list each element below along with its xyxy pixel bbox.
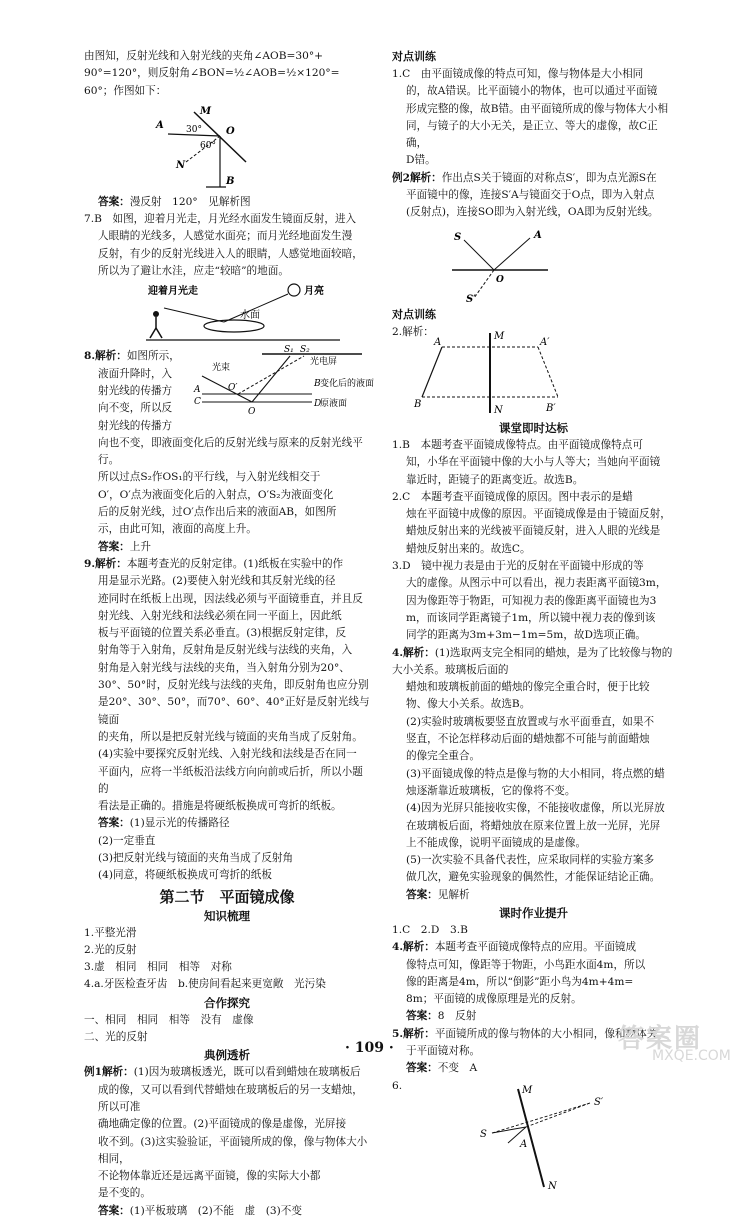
t1-line: 1.C 由平面镜成像的特点可知，像与物体是大小相同 [392, 68, 644, 80]
class-line: 因为像距等于物距，可知视力表的像距离平面镜也为3 [406, 594, 657, 607]
answer-label: 答案： [98, 540, 130, 553]
fig3-o: O [248, 407, 256, 418]
q9-line: 的夹角，所以是把反射光线与镜面的夹角当成了反射角。 [98, 730, 363, 743]
answer-label: 答案： [406, 888, 438, 901]
fig3-o1: O′ [228, 383, 238, 394]
q4-line: 蜡烛和玻璃板前面的蜡烛的像完全重合时，便于比较 [406, 681, 650, 694]
hw4-line: 像特点可知，像距等于物距，小鸟距水面4m，所以 [406, 958, 646, 971]
training-title: 对点训练 [392, 50, 436, 63]
hw-line: 1.C 2.D 3.B [392, 923, 468, 936]
q4-line: (4)因为光屏只能接收实像，不能接收虚像，所以光屏放 [406, 802, 665, 815]
fig3-s1: S₁ [284, 345, 294, 356]
watermark-text: 答案圈 [618, 1024, 703, 1054]
ex2-line: 平面镜中的像，连接S′A与镜面交于O点，即为入射点 [406, 189, 655, 202]
q8-line: 示，由此可知，液面的高度上升。 [98, 523, 257, 536]
left-column [84, 0, 375, 1220]
coop-line: 二、光的反射 [84, 1031, 148, 1044]
fig4-s: S [454, 231, 462, 243]
ex1-line: 是不变的。 [98, 1187, 151, 1200]
q4-line: (5)一次实验不具备代表性，应采取同样的实验方案多 [406, 854, 655, 867]
hw6-label: 6. [392, 1079, 403, 1092]
q4-line: (3)平面镜成像的特点是像与物的大小相同，将点燃的蜡 [406, 767, 665, 780]
example-title: 典例透析 [204, 1048, 250, 1063]
q9-line: 30°、50°时，反射光线与法线的夹角，即反射角也应分别 [98, 679, 369, 692]
class-line: 3.D 镜中视力表是由于光的反射在平面镜中形成的等 [392, 560, 644, 573]
answer-text: (4)同意，将硬纸板换成可弯折的纸板 [98, 869, 272, 882]
fig1-label-a: A [156, 119, 164, 131]
fig1-label-b: B [226, 175, 235, 187]
fig6-a: A [520, 1138, 528, 1150]
answer-text: (2)一定垂直 [98, 834, 156, 847]
mirror-figure-hw6 [478, 1083, 618, 1193]
q9-line: 射光线、入射光线和法线必须在同一平面上，因此纸 [98, 609, 342, 622]
ex2-line: (反射点)，连接SO即为入射光线，OA即为反射光线。 [406, 206, 659, 219]
fig3-d: D [314, 399, 322, 410]
q4-line: 的像完全重合。 [406, 750, 481, 763]
section-title: 第二节 平面镜成像 [159, 887, 295, 906]
fig5-m: M [494, 330, 505, 342]
fig3-c: C [194, 397, 201, 408]
answer-label: 答案： [98, 195, 130, 208]
hw5-line: 于平面镜对称。 [406, 1045, 481, 1058]
hw5-label: 5.解析： [392, 1027, 435, 1040]
training-title: 对点训练 [392, 307, 436, 321]
moonlight-figure [144, 282, 344, 346]
class-title: 课堂即时达标 [499, 420, 568, 435]
fig3-screen: 光电屏 [310, 357, 338, 368]
fig5-b: B [414, 398, 422, 410]
mirror-figure-ex2 [444, 224, 554, 304]
q7-line: 反射，有少的反射光线进入人的眼睛，人感觉地面较暗， [98, 247, 363, 260]
fig6-s: S [480, 1128, 487, 1140]
kp-line: 1.平整光滑 [84, 926, 137, 939]
q4-line: 物、像大小关系。故选B。 [406, 698, 531, 711]
ex1-line: (1)因为玻璃板透光，既可以看到蜡烛在玻璃板后 [133, 1066, 361, 1079]
q4-line: 竖直，不论怎样移动后面的蜡烛都不可能与前面蜡烛 [406, 733, 650, 746]
watermark-logo [612, 1020, 732, 1064]
class-line: 蜡烛反射出来的。故选C。 [406, 542, 531, 555]
hw5-line: 平面镜所成的像与物体的大小相同，像和物体关 [434, 1027, 658, 1040]
fig3-orig: 原液面 [320, 399, 348, 410]
hw4-line: 8m；平面镜的成像原理是光的反射。 [406, 993, 582, 1006]
t1-line: D错。 [406, 154, 436, 167]
coop-line: 一、相同 相同 相等 没有 虚像 [84, 1013, 254, 1026]
q9-line: (4)实验中要探究反射光线、入射光线和法线是否在同一 [98, 748, 357, 761]
fig1-label-o: O [226, 125, 235, 137]
answer-label: 答案： [98, 1204, 130, 1217]
q8-line: 后的反射光线，过O′点作出后来的液面AB，如图所 [98, 506, 337, 519]
fig5-a1: A′ [540, 336, 550, 348]
q8-label: 8.解析： [84, 350, 127, 363]
class-line: 蜡烛反射出来的光线被平面镜反射，进入人眼的光线是 [406, 525, 661, 538]
q9-line: 是20°、30°、50°，而70°、60°、40°正好是反射光线与镜面 [98, 696, 370, 726]
ex1-line: 确地确定像的位置。(2)平面镜成的像是虚像，光屏接 [98, 1118, 347, 1131]
kp-line: 2.光的反射 [84, 943, 137, 956]
liquid-level-figure [192, 345, 375, 418]
fig5-b1: B′ [546, 402, 556, 414]
class-line: 知，小华在平面镜中像的大小与人等大；当她向平面镜 [406, 456, 661, 469]
q4-line: (2)实验时玻璃板要竖直放置或与水平面垂直，如果不 [406, 715, 655, 728]
fig5-n: N [494, 404, 503, 416]
q4-line: 上不能成像，说明平面镜成的是虚像。 [406, 836, 587, 849]
kp-line: 4.a.牙医检查牙齿 b.使房间看起来更宽敞 光污染 [84, 978, 326, 991]
q9-line: 平面内，应将一半纸板沿法线方向向前或后折，所以小题的 [98, 765, 363, 795]
knowledge-title: 知识梳理 [204, 908, 250, 923]
q7-line: 7.B 如图，迎着月光走，月光经水面发生镜面反射，进入 [84, 213, 357, 226]
q8-line: 向不变，所以反 [98, 402, 173, 415]
q8-line: 向也不变，即液面变化后的反射光线与原来的反射光线平行。 [98, 436, 363, 467]
hw4-line: 本题考查平面镜成像特点的应用。平面镜成 [434, 941, 637, 954]
ex1-line: 成的像，又可以看到代替蜡烛在玻璃板后的另一支蜡烛，所以可准 [98, 1083, 363, 1113]
intro-line: 60°；作图如下： [84, 84, 167, 97]
fig4-o: O [496, 274, 504, 285]
class-line: 烛在平面镜中成像的原因。平面镜成像是由于镜面反射， [406, 508, 671, 521]
q4-line: (1)选取两支完全相同的蜡烛，是为了比较像与物的大小关系。玻璃板后面的 [392, 646, 673, 676]
fig3-s2: S₂ [300, 345, 310, 356]
q8-line: O′，O′点为液面变化后的入射点，O′S₂为液面变化 [98, 488, 334, 501]
q9-label: 9.解析： [84, 557, 127, 570]
fig1-label-m: M [200, 105, 212, 117]
q8-line: 液面升降时，入 [98, 367, 173, 380]
t1-line: 的，故A错误。比平面镜小的物体，也可以通过平面镜 [406, 85, 658, 98]
right-column [392, 0, 675, 1195]
fig5-a: A [434, 336, 442, 348]
q9-line: 看法是正确的。措施是将硬纸板换成可弯折的纸板。 [98, 800, 342, 813]
t2-label: 2.解析： [392, 325, 434, 338]
coop-title: 合作探究 [204, 995, 250, 1010]
fig2-water: 水面 [240, 310, 260, 322]
fig2-moon: 月亮 [304, 286, 324, 298]
q7-line: 所以为了避让水洼，应走“较暗”的地面。 [98, 265, 289, 278]
homework-title: 课时作业提升 [499, 905, 568, 920]
ex2-label: 例2解析： [392, 171, 442, 184]
q4-line: 在玻璃板后面，将蜡烛放在原来位置上放一光屏，光屏 [406, 819, 661, 832]
class-line: 1.B 本题考查平面镜成像特点。由平面镜成像特点可 [392, 438, 643, 451]
hw4-label: 4.解析： [392, 941, 435, 954]
t1-line: 同，与镜子的大小无关，是正立、等大的虚像，故C正确， [406, 119, 658, 150]
q7-line: 人眼睛的光线多，人感觉水面亮；而月光经地面发生漫 [98, 230, 353, 243]
page-number: · 109 · [345, 1040, 394, 1056]
q9-line: 用是显示光路。(2)要使入射光线和其反射光线的径 [98, 575, 336, 588]
answer-text: 不变 A [437, 1062, 478, 1075]
q8-line: 射光线的传播方 [98, 419, 173, 432]
intro-line: 90°=120°，则反射角∠BON=½∠AOB=½×120°= [84, 67, 340, 80]
ex1-label: 例1解析： [84, 1066, 134, 1079]
answer-label: 答案： [406, 1010, 438, 1023]
reflection-figure-1 [146, 102, 266, 192]
fig1-label-30: 30° [186, 124, 202, 135]
intro-line: 由图知，反射光线和入射光线的夹角∠AOB=30°+ [84, 50, 324, 62]
q8-line: 如图所示， [126, 350, 180, 363]
mirror-figure-t2 [412, 327, 562, 417]
ex1-line: 收不到。(3)这实验验证，平面镜所成的像，像与物体大小相同， [98, 1135, 368, 1165]
q9-line: 板与平面镜的位置关系必垂直。(3)根据反射定律，反 [98, 627, 347, 640]
ex1-line: 不论物体靠近还是远离平面镜，像的实际大小都 [98, 1170, 321, 1183]
fig6-n: N [548, 1180, 557, 1192]
answer-text: 漫反射 120° 见解析图 [129, 195, 251, 208]
answer-text: (1)显示光的传播路径 [129, 817, 230, 830]
q4-line: 烛逐渐靠近玻璃板，它的像将不变。 [406, 784, 576, 797]
answer-label: 答案： [98, 817, 130, 830]
q8-line: 所以过点S₂作OS₁的平行线，与入射光线相交于 [98, 471, 321, 484]
class-line: 靠近时，距镜子的距离变近。故选B。 [406, 473, 584, 486]
fig3-changed: 变化后的液面 [320, 379, 375, 390]
answer-text: 8 反射 [437, 1010, 477, 1023]
fig3-beam: 光束 [212, 363, 231, 374]
q9-line: 本题考查光的反射定律。(1)纸板在实验中的作 [126, 557, 344, 570]
fig1-label-60: 60° [200, 140, 216, 151]
fig3-b: B [314, 379, 321, 390]
fig1-label-n: N [176, 159, 186, 171]
ex2-line: 作出点S关于镜面的对称点S′，即为点光源S在 [441, 171, 657, 184]
fig4-a: A [534, 229, 542, 241]
hw4-line: 像的距离是4m，所以“倒影”距小鸟为4m+4m= [406, 975, 634, 988]
answer-label: 答案： [406, 1062, 438, 1075]
fig3-a: A [194, 385, 201, 396]
t1-line: 形成完整的像，故B错。由平面镜所成的像与物体大小相 [406, 102, 669, 115]
fig4-s1: S′ [466, 293, 476, 305]
q4-label: 4.解析： [392, 646, 435, 659]
kp-line: 3.虚 相同 相同 相等 对称 [84, 961, 232, 974]
fig6-m: M [522, 1084, 533, 1096]
answer-text: (3)把反射光线与镜面的夹角当成了反射角 [98, 851, 294, 864]
class-line: m，而该同学距离镜子1m，所以镜中视力表的像到该 [406, 611, 656, 624]
class-line: 2.C 本题考查平面镜成像的原因。图中表示的是蜡 [392, 490, 633, 503]
class-line: 同学的距离为3m+3m−1m=5m，故D选项正确。 [406, 629, 646, 642]
q9-line: 射角等于入射角，反射角是反射光线与法线的夹角，入 [98, 644, 353, 657]
q4-line: 做几次，避免实验现象的偶然性，才能保证结论正确。 [406, 871, 661, 884]
answer-text: (1)平板玻璃 (2)不能 虚 (3)不变 [129, 1204, 302, 1217]
watermark-url: MXQE.COM [652, 1048, 731, 1064]
q9-line: 迹同时在纸板上出现，因法线必须与平面镜垂直，并且反 [98, 592, 363, 605]
answer-text: 见解析 [437, 888, 470, 901]
class-line: 大的虚像。从图示中可以看出，视力表距离平面镜3m， [406, 577, 667, 590]
q9-line: 射角是入射光线与法线的夹角，当入射角分别为20°、 [98, 661, 350, 674]
q8-line: 射光线的传播方 [98, 384, 173, 397]
fig6-s1: S′ [594, 1096, 604, 1108]
answer-text: 上升 [129, 540, 151, 553]
fig2-title: 迎着月光走 [148, 286, 198, 298]
